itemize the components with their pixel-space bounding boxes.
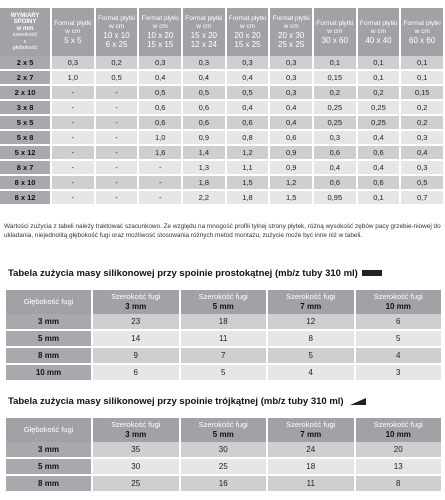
row-label: 8 x 7 [0, 161, 52, 176]
table-cell: 1,3 [183, 161, 227, 176]
table-cell: 0,5 [183, 86, 227, 101]
table-cell: 16 [181, 476, 269, 493]
format-column-header: Format płytki w cm 20 x 30 25 x 25 [270, 8, 314, 56]
table-cell: 3 [356, 365, 444, 382]
table-cell: 0,95 [314, 191, 358, 206]
table-cell: 0,3 [401, 131, 445, 146]
table-row [6, 476, 443, 493]
table-cell: 0,4 [270, 116, 314, 131]
table-cell: - [139, 191, 183, 206]
table-cell: 0,4 [227, 71, 271, 86]
table-cell: 20 [356, 442, 444, 459]
format-column-header: Format płytki w cm 10 x 20 15 x 15 [139, 8, 183, 56]
table-cell: 1,8 [227, 191, 271, 206]
row-label: 5 x 8 [0, 131, 52, 146]
table-cell: 0,6 [183, 116, 227, 131]
table-cell: 0,25 [358, 101, 402, 116]
triangular-joint-title: Tabela zużycia masy silikonowej przy spoinie trójkątnej (mb/z tuby 310 ml) [8, 396, 366, 407]
rectangle-joint-icon [362, 270, 382, 276]
estimate-note: Wartości zużycia z tabeli należy traktować szacunkowo. Ze względu na mnogość profili tylnej strony płytek, różną wysokość zębów pacy grzebie-niowej do układania, niejednolitą głębokość fugi oraz możliwość stosowania różnych metod montażu, zużycie może być inne niż w tabeli. [4, 223, 441, 239]
table-cell: 0,4 [314, 161, 358, 176]
table-cell: 0,4 [227, 101, 271, 116]
table-row [0, 191, 445, 206]
table-cell: 0,25 [358, 116, 402, 131]
table-row [0, 116, 445, 131]
table-cell: 6 [356, 314, 444, 331]
table-cell: - [52, 86, 96, 101]
table-cell: 0,3 [270, 56, 314, 71]
table-cell: - [52, 191, 96, 206]
table-cell: - [52, 101, 96, 116]
row-label: 2 x 10 [0, 86, 52, 101]
table-cell: 0,3 [183, 56, 227, 71]
width-header: Szerokość fugi 7 mm [268, 418, 356, 442]
table-cell: 0,25 [314, 101, 358, 116]
format-column-header: Format płytki w cm 20 x 20 15 x 25 [227, 8, 271, 56]
table-cell: 1,5 [227, 176, 271, 191]
table-cell: 1,8 [183, 176, 227, 191]
table-cell: 8 [268, 331, 356, 348]
table-cell: 0,1 [358, 56, 402, 71]
width-header: Szerokość fugi 3 mm [93, 418, 181, 442]
table-cell: 1,4 [183, 146, 227, 161]
row-label: 10 mm [6, 365, 93, 382]
table-cell: 0,8 [227, 131, 271, 146]
table-cell: 9 [93, 348, 181, 365]
table-cell: 0,6 [314, 146, 358, 161]
grout-table-header [0, 8, 445, 56]
table-row [6, 331, 443, 348]
table-cell: - [96, 101, 140, 116]
table-row [0, 161, 445, 176]
table-cell: 0,6 [139, 116, 183, 131]
table-cell: - [52, 146, 96, 161]
table-cell: 0,6 [270, 131, 314, 146]
row-label: 5 x 12 [0, 146, 52, 161]
silicone-table-header [6, 418, 443, 442]
table-cell: 24 [268, 442, 356, 459]
table-cell: 0,3 [139, 56, 183, 71]
width-header: Szerokość fugi 10 mm [356, 290, 444, 314]
table-row [6, 314, 443, 331]
table-cell: 13 [356, 459, 444, 476]
depth-header: Głębokość fugi [6, 290, 93, 314]
table-row [0, 101, 445, 116]
triangle-joint-icon [350, 398, 366, 405]
table-cell: 0,25 [314, 116, 358, 131]
table-cell: 0,2 [314, 86, 358, 101]
format-column-header: Format płytki w cm 40 x 40 [358, 8, 402, 56]
table-cell: - [96, 191, 140, 206]
table-cell: 14 [93, 331, 181, 348]
row-label: 5 mm [6, 459, 93, 476]
joint-dimensions-header: WYMIARY SPOINY w mm szerokość x głębokość [0, 8, 52, 56]
table-cell: 5 [356, 331, 444, 348]
table-cell: 4 [268, 365, 356, 382]
table-cell: 6 [93, 365, 181, 382]
table-cell: 23 [93, 314, 181, 331]
table-cell: 0,3 [401, 161, 445, 176]
table-row [6, 348, 443, 365]
depth-header: Głębokość fugi [6, 418, 93, 442]
table-cell: - [96, 161, 140, 176]
table-row [0, 131, 445, 146]
table-cell: 0,15 [401, 86, 445, 101]
table-cell: 0,15 [314, 71, 358, 86]
table-cell: - [96, 146, 140, 161]
row-label: 3 x 8 [0, 101, 52, 116]
width-header: Szerokość fugi 5 mm [181, 418, 269, 442]
table-cell: 0,2 [358, 86, 402, 101]
format-column-header: Format płytki w cm 5 x 5 [52, 8, 96, 56]
table-cell: 18 [181, 314, 269, 331]
table-cell: 0,4 [270, 101, 314, 116]
table-cell: 0,5 [96, 71, 140, 86]
format-column-header: Format płytki w cm 10 x 10 6 x 25 [96, 8, 140, 56]
table-cell: 35 [93, 442, 181, 459]
table-cell: 0,3 [314, 131, 358, 146]
table-cell: 1,0 [52, 71, 96, 86]
table-cell: 0,9 [183, 131, 227, 146]
table-cell: 0,6 [139, 101, 183, 116]
width-header: Szerokość fugi 3 mm [93, 290, 181, 314]
row-label: 8 mm [6, 348, 93, 365]
triangular-silicone-table [6, 418, 443, 493]
width-header: Szerokość fugi 10 mm [356, 418, 444, 442]
table-cell: 0,1 [358, 191, 402, 206]
table-cell: 5 [181, 365, 269, 382]
table-cell: 1,6 [139, 146, 183, 161]
table-cell: 0,1 [358, 71, 402, 86]
table-row [0, 71, 445, 86]
table-cell: - [139, 176, 183, 191]
table-cell: 0,4 [183, 71, 227, 86]
table-cell: 0,9 [270, 146, 314, 161]
format-column-header: Format płytki w cm 60 x 60 [401, 8, 445, 56]
table-cell: 1,0 [139, 131, 183, 146]
table-cell: 5 [268, 348, 356, 365]
table-cell: 30 [181, 442, 269, 459]
table-cell: - [96, 176, 140, 191]
table-cell: 25 [181, 459, 269, 476]
table-cell: 0,2 [401, 101, 445, 116]
table-cell: 0,5 [227, 86, 271, 101]
table-cell: 0,6 [314, 176, 358, 191]
row-label: 5 mm [6, 331, 93, 348]
table-cell: 1,1 [227, 161, 271, 176]
table-cell: 0,1 [401, 56, 445, 71]
table-row [0, 56, 445, 71]
table-cell: 1,5 [270, 191, 314, 206]
table-cell: 0,6 [358, 176, 402, 191]
table-cell: 0,5 [139, 86, 183, 101]
table-cell: 30 [93, 459, 181, 476]
table-cell: 1,2 [227, 146, 271, 161]
table-cell: - [52, 161, 96, 176]
table-cell: 0,4 [401, 146, 445, 161]
table-cell: - [96, 86, 140, 101]
row-label: 8 mm [6, 476, 93, 493]
row-label: 2 x 7 [0, 71, 52, 86]
table-cell: 25 [93, 476, 181, 493]
row-label: 3 mm [6, 442, 93, 459]
row-label: 5 x 5 [0, 116, 52, 131]
table-cell: 0,9 [270, 161, 314, 176]
table-cell: 18 [268, 459, 356, 476]
table-row [6, 365, 443, 382]
table-cell: - [52, 176, 96, 191]
table-cell: 7 [181, 348, 269, 365]
table-cell: 11 [268, 476, 356, 493]
table-cell: 0,3 [227, 56, 271, 71]
table-cell: 0,7 [401, 191, 445, 206]
table-cell: 4 [356, 348, 444, 365]
table-row [0, 86, 445, 101]
table-cell: 0,6 [227, 116, 271, 131]
table-cell: - [52, 131, 96, 146]
table-cell: 0,6 [183, 101, 227, 116]
table-row [0, 146, 445, 161]
table-cell: 0,3 [270, 71, 314, 86]
table-cell: 1,2 [270, 176, 314, 191]
table-cell: 2,2 [183, 191, 227, 206]
table-cell: - [52, 116, 96, 131]
table-cell: 0,2 [96, 56, 140, 71]
table-cell: 0,4 [358, 131, 402, 146]
width-header: Szerokość fugi 5 mm [181, 290, 269, 314]
table-cell: 0,3 [270, 86, 314, 101]
grout-consumption-table [0, 8, 445, 206]
rectangular-joint-title: Tabela zużycia masy silikonowej przy spoinie prostokątnej (mb/z tuby 310 ml) [8, 268, 382, 279]
table-cell: 0,5 [401, 176, 445, 191]
width-header: Szerokość fugi 7 mm [268, 290, 356, 314]
format-column-header: Format płytki w cm 30 x 60 [314, 8, 358, 56]
table-row [6, 459, 443, 476]
table-cell: 0,1 [314, 56, 358, 71]
table-cell: 0,3 [52, 56, 96, 71]
table-cell: 0,6 [358, 146, 402, 161]
format-column-header: Format płytki w cm 15 x 20 12 x 24 [183, 8, 227, 56]
table-cell: 0,4 [358, 161, 402, 176]
table-row [6, 442, 443, 459]
table-cell: 12 [268, 314, 356, 331]
table-row [0, 176, 445, 191]
rectangular-silicone-table [6, 290, 443, 382]
table-cell: - [96, 116, 140, 131]
row-label: 8 x 12 [0, 191, 52, 206]
table-cell: 0,4 [139, 71, 183, 86]
table-cell: - [139, 161, 183, 176]
table-cell: 0,2 [401, 116, 445, 131]
table-cell: 8 [356, 476, 444, 493]
table-cell: - [96, 131, 140, 146]
silicone-table-header [6, 290, 443, 314]
table-cell: 11 [181, 331, 269, 348]
table-cell: 0,1 [401, 71, 445, 86]
row-label: 3 mm [6, 314, 93, 331]
row-label: 8 x 10 [0, 176, 52, 191]
row-label: 2 x 5 [0, 56, 52, 71]
